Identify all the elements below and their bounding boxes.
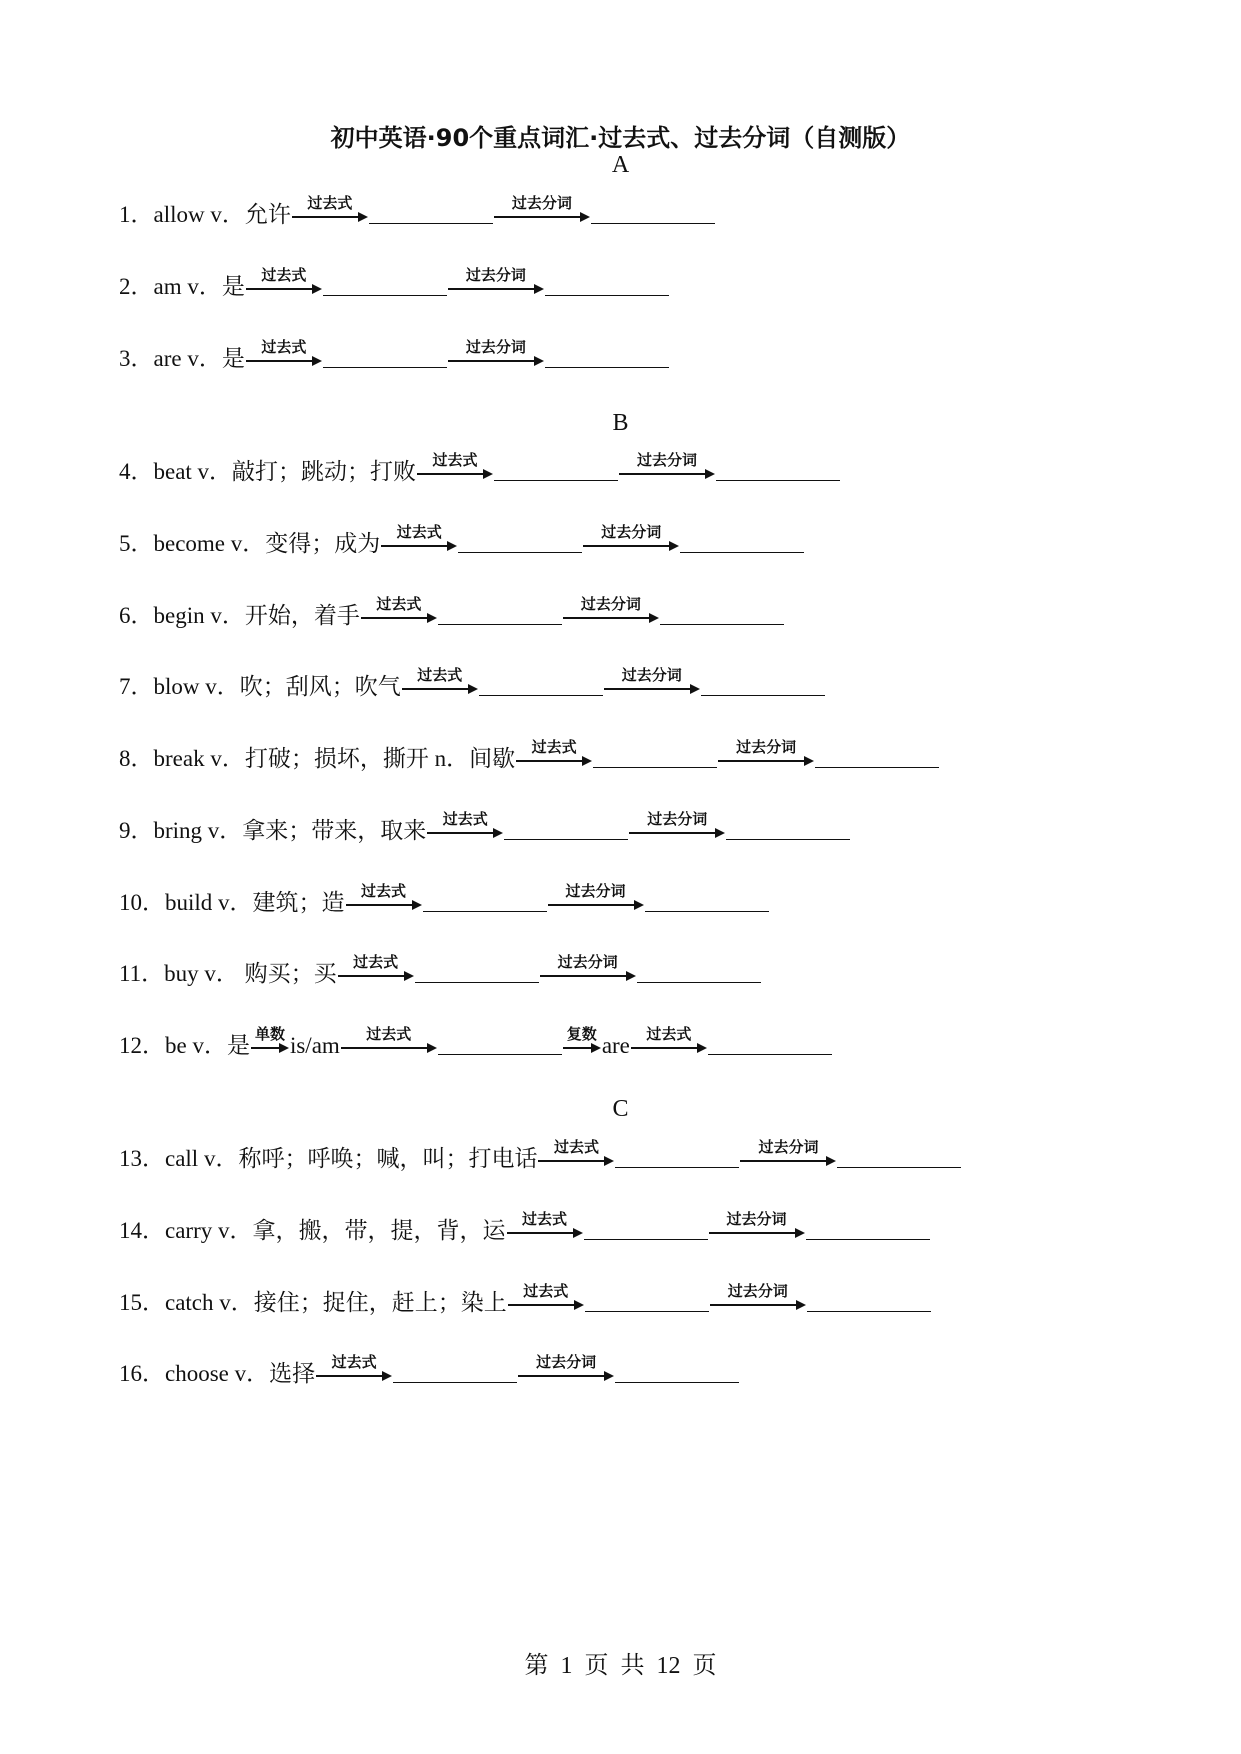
arrow-label: 过去分词 (601, 523, 662, 541)
arrow-head-icon (358, 212, 368, 222)
arrow-label: 过去分词 (727, 1282, 788, 1300)
past-tense-arrow (538, 1134, 614, 1174)
past-participle-arrow (629, 806, 725, 846)
entry-number: 10． (119, 890, 165, 915)
arrow-head-icon (483, 469, 493, 479)
past-tense-blank[interactable] (438, 620, 562, 625)
vocab-entry (119, 190, 715, 230)
past-tense-blank[interactable] (323, 291, 447, 296)
past-tense-blank[interactable] (494, 476, 618, 481)
arrow-line (494, 216, 582, 218)
entry-number: 5． (119, 531, 154, 556)
vocab-entry (119, 334, 669, 374)
past-participle-arrow (709, 1206, 805, 1246)
entry-number: 6． (119, 603, 154, 628)
past-tense-arrow (246, 334, 322, 374)
arrow-label: 过去分词 (557, 953, 618, 971)
past-tense-arrow (427, 806, 503, 846)
past-tense-arrow (346, 878, 422, 918)
entry-word: carry v．拿，搬，带，提，背，运 (165, 1218, 506, 1243)
arrow-line (341, 1047, 429, 1049)
entry-word: become v．变得；成为 (153, 531, 381, 556)
arrow-label: 过去式 (376, 595, 422, 613)
past-participle-arrow (518, 1349, 614, 1389)
arrow-label: 过去式 (553, 1138, 599, 1156)
singular-arrow (251, 1021, 289, 1061)
past-participle-blank[interactable] (815, 763, 939, 768)
past-tense-arrow (631, 1021, 707, 1061)
arrow-label: 过去分词 (565, 882, 626, 900)
arrow-head-icon (534, 356, 544, 366)
entry-word: call v．称呼；呼唤；喊，叫；打电话 (165, 1146, 538, 1171)
past-participle-blank[interactable] (660, 620, 784, 625)
past-tense-arrow (507, 1206, 583, 1246)
arrow-label: 过去分词 (580, 595, 641, 613)
past-participle-arrow (548, 878, 644, 918)
arrow-label: 过去式 (417, 666, 463, 684)
entry-word: allow v．允许 (153, 202, 291, 227)
arrow-head-icon (412, 900, 422, 910)
vocab-entry (119, 1134, 961, 1174)
arrow-line (583, 545, 671, 547)
arrow-label: 过去分词 (647, 810, 708, 828)
arrow-line (246, 360, 314, 362)
past-tense-blank[interactable] (323, 363, 447, 368)
entry-number: 9． (119, 818, 154, 843)
vocab-entry (119, 591, 784, 631)
past-participle-blank[interactable] (701, 691, 825, 696)
arrow-head-icon (582, 756, 592, 766)
past-participle-arrow (604, 662, 700, 702)
arrow-line (629, 832, 717, 834)
arrow-head-icon (447, 541, 457, 551)
arrow-head-icon (312, 284, 322, 294)
arrow-head-icon (493, 828, 503, 838)
entry-number: 14． (119, 1218, 165, 1243)
vocab-entry (119, 806, 850, 846)
arrow-head-icon (715, 828, 725, 838)
plural-arrow (563, 1021, 601, 1061)
entry-word: beat v．敲打；跳动；打败 (153, 459, 417, 484)
arrow-label: 过去分词 (511, 194, 572, 212)
arrow-line (631, 1047, 699, 1049)
arrow-head-icon (468, 684, 478, 694)
entry-word: buy v． 购买；买 (164, 961, 337, 986)
vocab-entry (119, 519, 804, 559)
arrow-head-icon (705, 469, 715, 479)
past-participle-blank[interactable] (807, 1307, 931, 1312)
arrow-label: 过去分词 (637, 451, 698, 469)
past-tense-blank[interactable] (438, 1050, 562, 1055)
arrow-line (346, 904, 414, 906)
past-participle-blank[interactable] (680, 548, 804, 553)
past-tense-arrow (508, 1278, 584, 1318)
page-footer: 第 1 页 共 12 页 (524, 1653, 717, 1679)
past-participle-blank[interactable] (615, 1378, 739, 1383)
past-tense-blank[interactable] (585, 1307, 709, 1312)
arrow-label: 过去式 (331, 1353, 377, 1371)
arrow-head-icon (279, 1043, 289, 1053)
arrow-line (381, 545, 449, 547)
arrow-head-icon (534, 284, 544, 294)
singular-form: is/am (289, 1033, 340, 1058)
arrow-line (361, 617, 429, 619)
arrow-label: 过去式 (646, 1025, 692, 1043)
arrow-line (246, 288, 314, 290)
arrow-line (292, 216, 360, 218)
arrow-label: 过去式 (353, 953, 399, 971)
entry-word: begin v．开始，着手 (153, 603, 360, 628)
arrow-head-icon (382, 1371, 392, 1381)
arrow-label: 过去分词 (736, 738, 797, 756)
past-participle-blank[interactable] (545, 363, 669, 368)
arrow-head-icon (604, 1371, 614, 1381)
past-tense-arrow (516, 734, 592, 774)
arrow-line (448, 360, 536, 362)
entry-number: 1． (119, 202, 154, 227)
vocab-entry (119, 1349, 739, 1389)
past-tense-blank[interactable] (369, 219, 493, 224)
past-participle-arrow (563, 591, 659, 631)
past-participle-blank[interactable] (726, 835, 850, 840)
past-tense-arrow (341, 1021, 437, 1061)
past-participle-arrow (448, 262, 544, 302)
arrow-head-icon (826, 1156, 836, 1166)
past-tense-blank[interactable] (708, 1050, 832, 1055)
vocab-entry (119, 1206, 930, 1246)
arrow-head-icon (580, 212, 590, 222)
entry-number: 4． (119, 459, 154, 484)
section-letter: A (611, 152, 630, 178)
arrow-label: 过去分词 (536, 1353, 597, 1371)
past-tense-blank[interactable] (458, 548, 582, 553)
arrow-label: 单数 (254, 1025, 285, 1043)
vocab-entry (119, 949, 761, 989)
arrow-line (448, 288, 536, 290)
past-participle-blank[interactable] (716, 476, 840, 481)
arrow-head-icon (804, 756, 814, 766)
arrow-head-icon (604, 1156, 614, 1166)
arrow-label: 过去式 (261, 266, 307, 284)
entry-number: 3． (119, 346, 154, 371)
past-tense-blank[interactable] (584, 1235, 708, 1240)
vocab-entry (119, 662, 825, 702)
arrow-line (338, 975, 406, 977)
arrow-head-icon (427, 613, 437, 623)
arrow-label: 过去式 (366, 1025, 412, 1043)
past-tense-arrow (402, 662, 478, 702)
vocab-entry (119, 878, 769, 918)
past-tense-blank[interactable] (615, 1163, 739, 1168)
past-participle-arrow (448, 334, 544, 374)
arrow-head-icon (427, 1043, 437, 1053)
entry-number: 2． (119, 274, 154, 299)
arrow-head-icon (697, 1043, 707, 1053)
past-participle-blank[interactable] (806, 1235, 930, 1240)
arrow-label: 过去式 (432, 451, 478, 469)
entry-number: 11． (119, 961, 165, 986)
past-tense-blank[interactable] (393, 1378, 517, 1383)
entry-number: 8． (119, 746, 154, 771)
past-tense-arrow (338, 949, 414, 989)
entry-number: 16． (119, 1361, 165, 1386)
arrow-label: 过去式 (521, 1210, 567, 1228)
entry-number: 12． (119, 1033, 165, 1058)
arrow-line (508, 1304, 576, 1306)
arrow-label: 过去式 (523, 1282, 569, 1300)
vocab-entry (119, 1278, 931, 1318)
past-tense-arrow (417, 447, 493, 487)
past-participle-arrow (619, 447, 715, 487)
arrow-label: 过去分词 (465, 338, 526, 356)
arrow-line (619, 473, 707, 475)
past-tense-arrow (316, 1349, 392, 1389)
past-participle-arrow (740, 1134, 836, 1174)
entry-word: be v．是 (165, 1033, 250, 1058)
entry-word: build v．建筑；造 (165, 890, 345, 915)
arrow-line (516, 760, 584, 762)
arrow-head-icon (796, 1300, 806, 1310)
entry-word: choose v．选择 (165, 1361, 316, 1386)
page-title: 初中英语·90个重点词汇·过去式、过去分词（自测版） (330, 124, 911, 152)
arrow-line (316, 1375, 384, 1377)
past-participle-arrow (540, 949, 636, 989)
past-tense-blank[interactable] (423, 907, 547, 912)
arrow-line (507, 1232, 575, 1234)
arrow-head-icon (690, 684, 700, 694)
section-letter: C (612, 1096, 629, 1122)
vocab-entry (119, 447, 840, 487)
arrow-label: 过去式 (361, 882, 407, 900)
past-tense-arrow (361, 591, 437, 631)
arrow-label: 过去式 (531, 738, 577, 756)
arrow-line (548, 904, 636, 906)
arrow-head-icon (312, 356, 322, 366)
entry-number: 13． (119, 1146, 165, 1171)
past-participle-blank[interactable] (645, 907, 769, 912)
arrow-line (518, 1375, 606, 1377)
past-participle-arrow (583, 519, 679, 559)
past-participle-arrow (494, 190, 590, 230)
arrow-line (251, 1047, 281, 1049)
past-participle-arrow (710, 1278, 806, 1318)
entry-word: bring v．拿来；带来，取来 (153, 818, 427, 843)
past-participle-blank[interactable] (637, 978, 761, 983)
arrow-line (563, 1047, 593, 1049)
past-tense-blank[interactable] (593, 763, 717, 768)
arrow-label: 过去式 (442, 810, 488, 828)
past-tense-arrow (246, 262, 322, 302)
arrow-head-icon (649, 613, 659, 623)
arrow-label: 过去式 (396, 523, 442, 541)
arrow-line (540, 975, 628, 977)
past-participle-blank[interactable] (837, 1163, 961, 1168)
arrow-line (427, 832, 495, 834)
arrow-line (740, 1160, 828, 1162)
entry-word: break v．打破；损坏，撕开 n．间歇 (153, 746, 516, 771)
arrow-head-icon (626, 971, 636, 981)
entry-word: am v．是 (153, 274, 245, 299)
arrow-head-icon (574, 1300, 584, 1310)
section-letter: B (612, 410, 629, 436)
arrow-head-icon (795, 1228, 805, 1238)
entry-number: 15． (119, 1290, 165, 1315)
entry-word: blow v．吹；刮风；吹气 (153, 674, 401, 699)
entry-word: are v．是 (153, 346, 245, 371)
plural-form: are (601, 1033, 630, 1058)
arrow-head-icon (634, 900, 644, 910)
arrow-head-icon (404, 971, 414, 981)
arrow-label: 过去分词 (621, 666, 682, 684)
vocab-entry (119, 262, 669, 302)
arrow-label: 过去式 (307, 194, 353, 212)
arrow-head-icon (591, 1043, 601, 1053)
arrow-line (402, 688, 470, 690)
past-tense-blank[interactable] (479, 691, 603, 696)
arrow-line (709, 1232, 797, 1234)
past-tense-arrow (381, 519, 457, 559)
arrow-label: 过去分词 (465, 266, 526, 284)
past-participle-arrow (718, 734, 814, 774)
arrow-head-icon (669, 541, 679, 551)
arrow-line (710, 1304, 798, 1306)
arrow-label: 复数 (566, 1025, 597, 1043)
past-tense-blank[interactable] (415, 978, 539, 983)
past-tense-arrow (292, 190, 368, 230)
past-participle-blank[interactable] (591, 219, 715, 224)
arrow-line (604, 688, 692, 690)
entry-number: 7． (119, 674, 154, 699)
entry-word: catch v．接住；捉住，赶上；染上 (165, 1290, 507, 1315)
arrow-label: 过去分词 (758, 1138, 819, 1156)
arrow-label: 过去式 (261, 338, 307, 356)
arrow-line (563, 617, 651, 619)
arrow-head-icon (573, 1228, 583, 1238)
arrow-line (417, 473, 485, 475)
vocab-entry (119, 734, 939, 774)
arrow-line (538, 1160, 606, 1162)
arrow-line (718, 760, 806, 762)
past-participle-blank[interactable] (545, 291, 669, 296)
past-tense-blank[interactable] (504, 835, 628, 840)
arrow-label: 过去分词 (726, 1210, 787, 1228)
vocab-entry (119, 1021, 832, 1061)
